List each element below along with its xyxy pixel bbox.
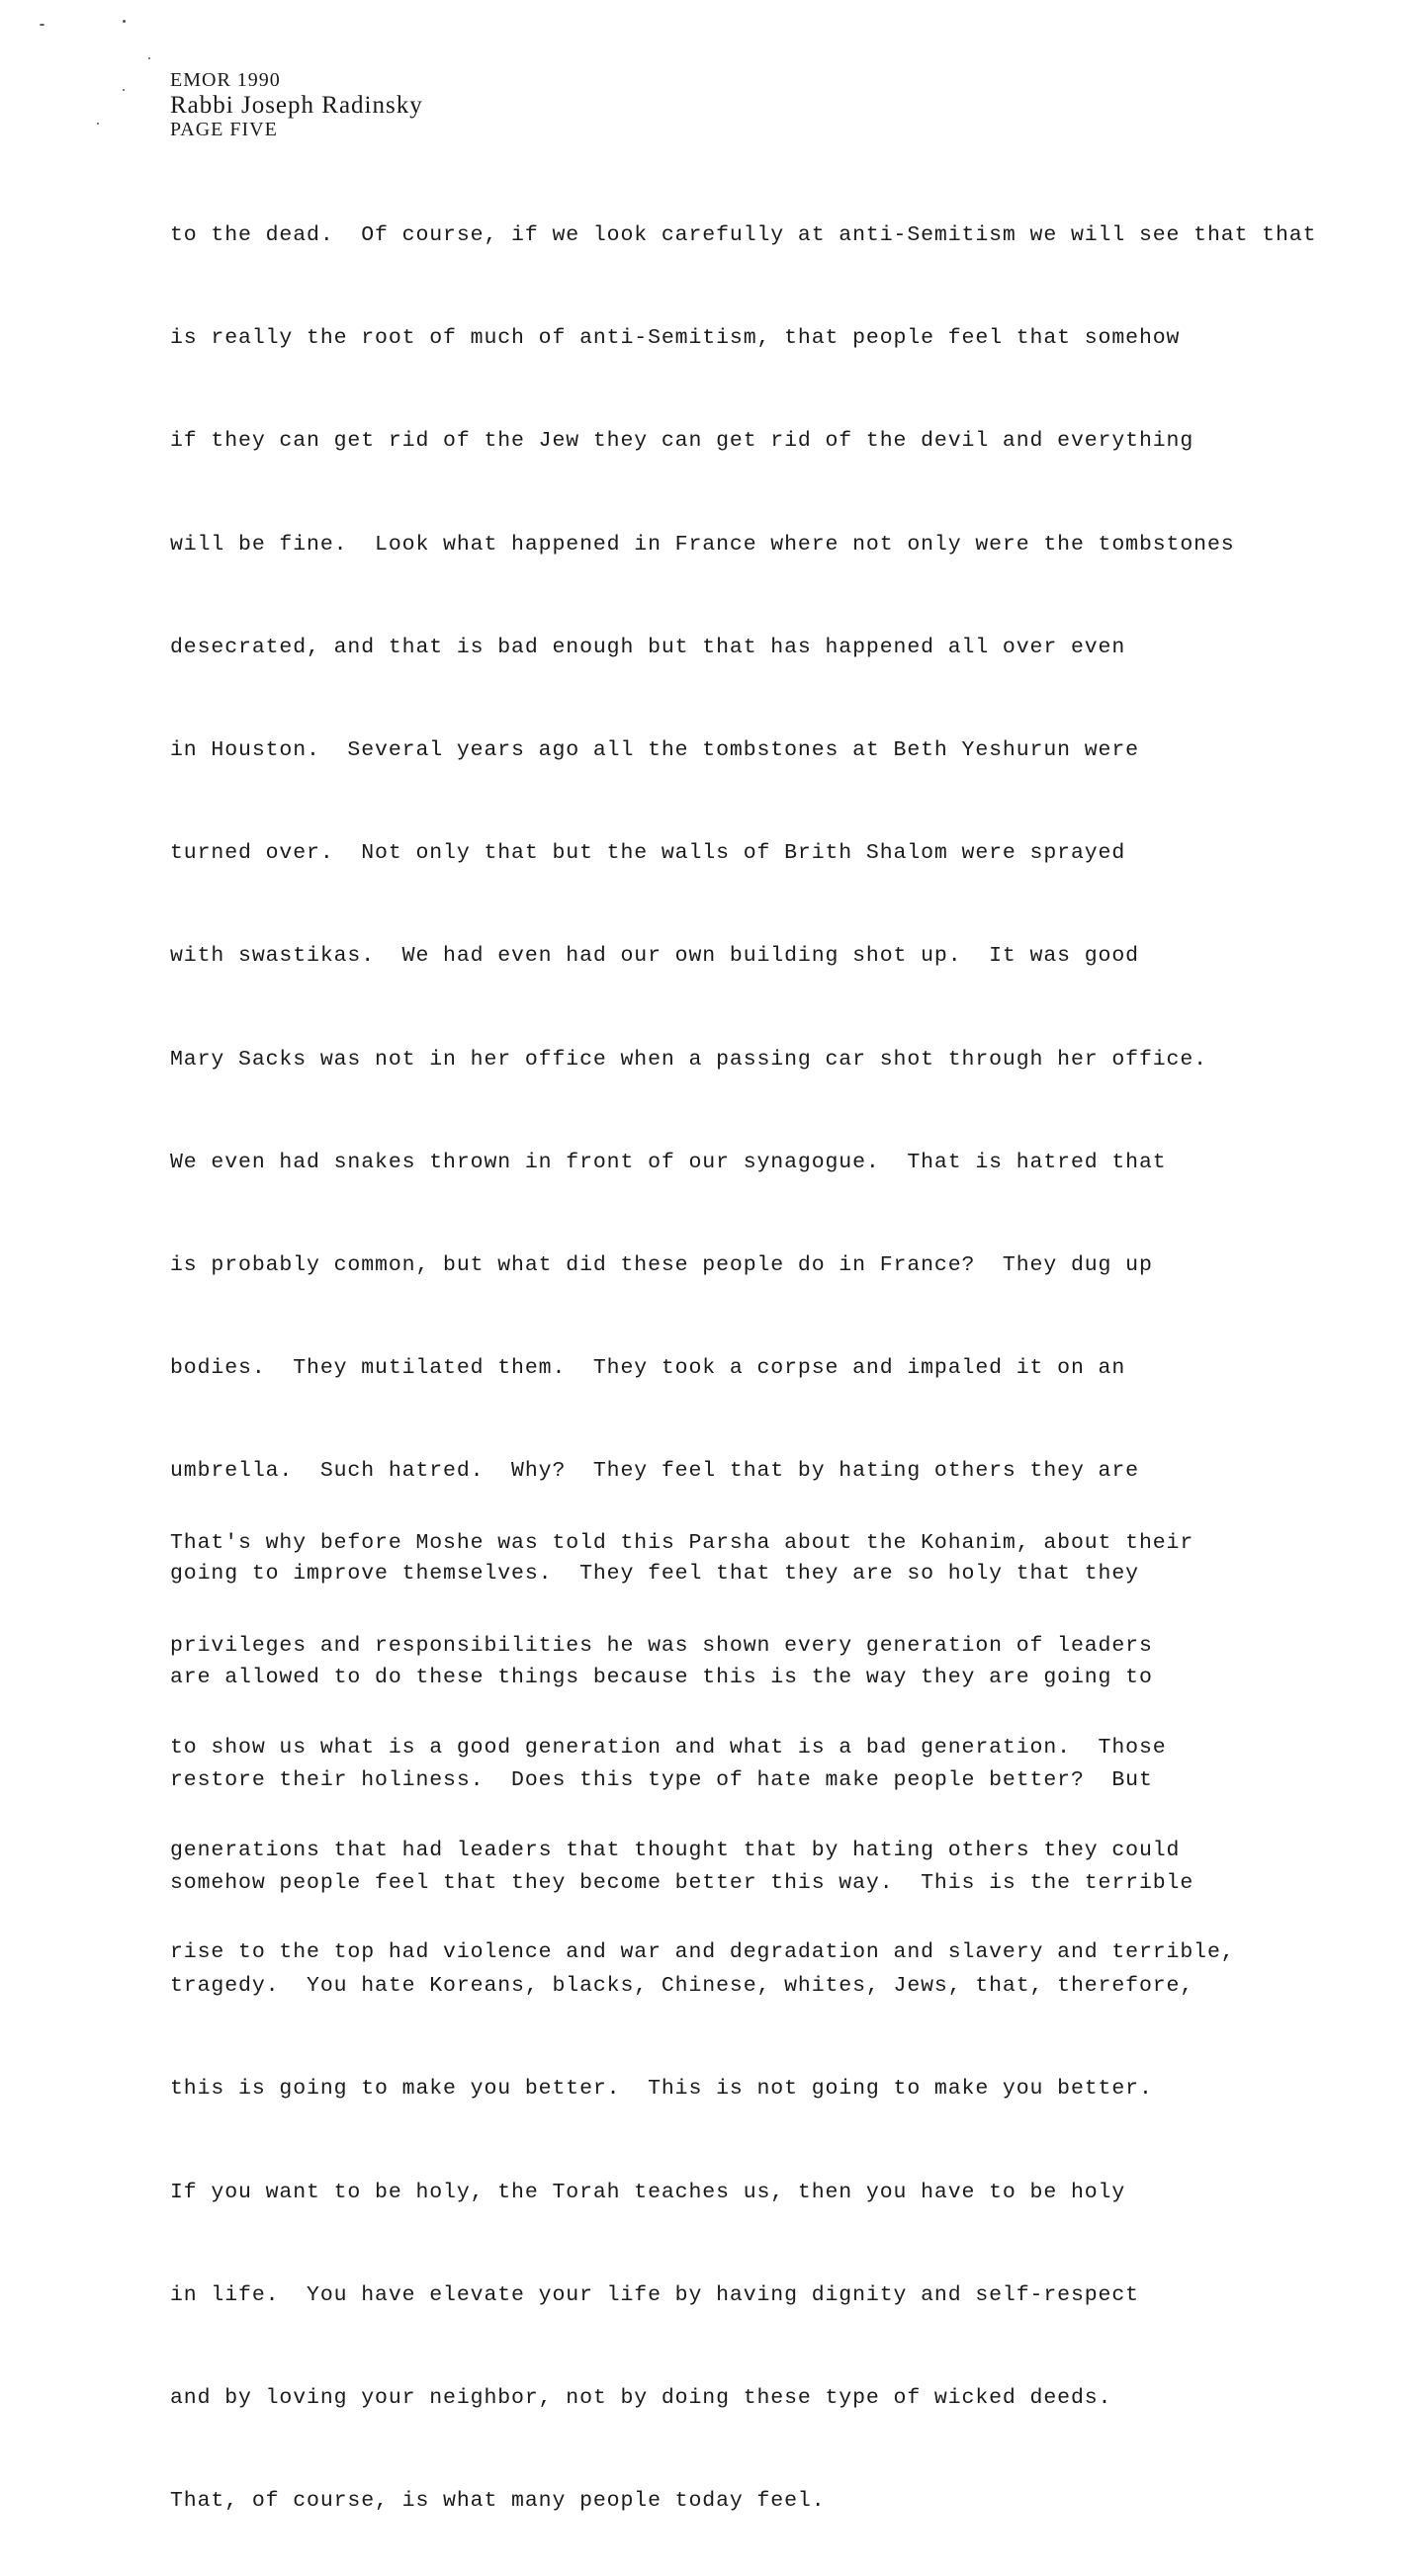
text-line: That, of course, is what many people today feel.: [170, 2489, 826, 2514]
text-line: We even had snakes thrown in front of our synagogue. That is hatred that: [170, 1150, 1167, 1174]
text-line: if they can get rid of the Jew they can get rid of the devil and everything: [170, 429, 1194, 454]
text-line: going to improve themselves. They feel that they are so holy that they: [170, 1562, 1139, 1587]
text-line: to show us what is a good generation and what is a bad generation. Those: [170, 1736, 1167, 1760]
text-line: restore their holiness. Does this type of hate make people better? But: [170, 1767, 1153, 1792]
text-line: If you want to be holy, the Torah teaches us, then you have to be holy: [170, 2180, 1126, 2204]
text-line: umbrella. Such hatred. Why? They feel that by hating others they are: [170, 1459, 1139, 1484]
paragraph-2: [170, 1469, 1235, 2028]
text-line: is probably common, but what did these people do in France? They dug up: [170, 1252, 1153, 1277]
scan-speck: [123, 89, 125, 91]
scan-speck: [40, 24, 44, 26]
text-line: rise to the top had violence and war and degradation and slavery and terrible,: [170, 1940, 1235, 1964]
text-line: turned over. Not only that but the walls of Brith Shalom were sprayed: [170, 841, 1126, 866]
document-header: [170, 69, 423, 141]
text-line: is really the root of much of anti-Semitism, that people feel that somehow: [170, 326, 1181, 351]
text-line: in Houston. Several years ago all the tombstones at Beth Yeshurun were: [170, 737, 1139, 762]
scan-speck: [123, 20, 126, 23]
scan-speck: [97, 123, 99, 125]
scan-speck: [148, 57, 150, 59]
text-line: Mary Sacks was not in her office when a passing car shot through her office.: [170, 1047, 1207, 1072]
text-line: with swastikas. We had even had our own building shot up. It was good: [170, 944, 1139, 969]
text-line: somehow people feel that they become better this way. This is the terrible: [170, 1871, 1194, 1895]
text-line: tragedy. You hate Koreans, blacks, Chinese, whites, Jews, that, therefore,: [170, 1974, 1194, 1999]
text-line: bodies. They mutilated them. They took a corpse and impaled it on an: [170, 1356, 1126, 1381]
text-line: and by loving your neighbor, not by doing these type of wicked deeds.: [170, 2385, 1112, 2410]
paragraph-1: [170, 160, 1316, 2576]
page-label: PAGE FIVE: [170, 119, 278, 140]
text-line: desecrated, and that is bad enough but that has happened all over even: [170, 635, 1126, 659]
text-line: privileges and responsibilities he was shown every generation of leaders: [170, 1633, 1153, 1658]
text-line: generations that had leaders that thought that by hating others they could: [170, 1838, 1181, 1862]
text-line: That's why before Moshe was told this Parsha about the Kohanim, about their: [170, 1531, 1194, 1555]
text-line: in life. You have elevate your life by having dignity and self-respect: [170, 2282, 1139, 2307]
portion-label: EMOR 1990: [170, 69, 281, 91]
text-line: will be fine. Look what happened in France where not only were the tombstones: [170, 532, 1235, 557]
text-line: this is going to make you better. This is not going to make you better.: [170, 2077, 1153, 2102]
text-line: are allowed to do these things because this is the way they are going to: [170, 1665, 1153, 1689]
author-name: Rabbi Joseph Radinsky: [170, 92, 423, 119]
text-line: to the dead. Of course, if we look carefully at anti-Semitism we will see that that: [170, 223, 1317, 247]
